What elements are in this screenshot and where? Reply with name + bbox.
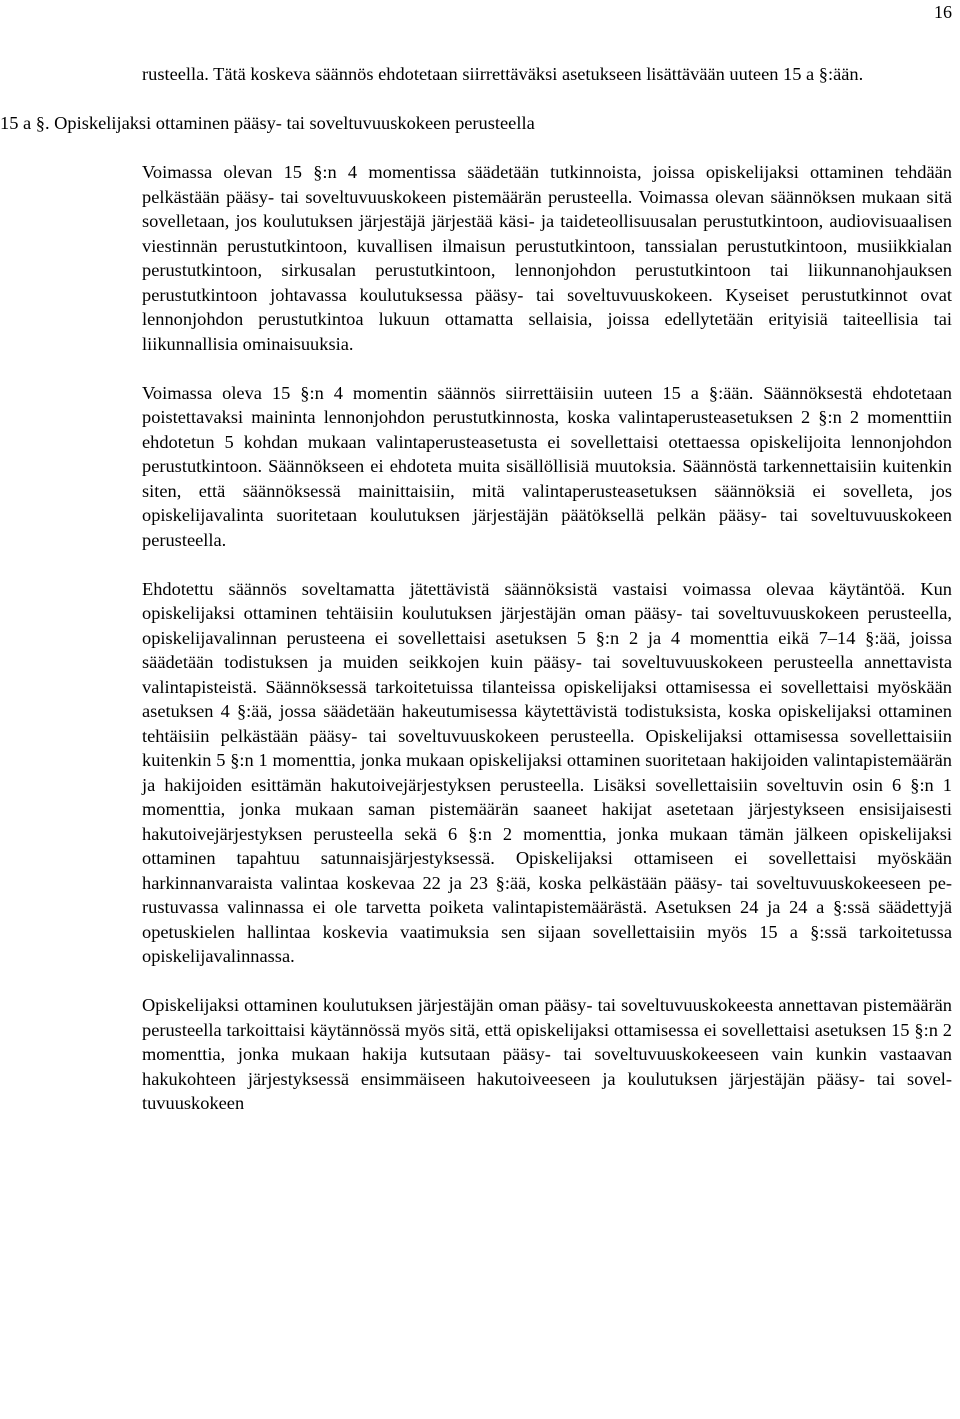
paragraph-1: Voimassa olevan 15 §:n 4 momentissa säädetään tutkinnoista, joissa opiskelijaksi ottaminen tehdään pelkästään pääsy- tai soveltuvuuskokeen pistemäärän perusteella. Voimassa olevan säännöksen mukaan sitä sovelletaan, jos koulutuksen järjestäjä järjestää käsi- ja taideteollisuusalan perustutkintoon, audiovisuaalisen viestinnän perustutkintoon, kuvallisen ilmaisun perustutkintoon, tanssialan perustutkintoon, musiikkialan perustutkintoon, sirkusalan perustutkintoon, lennonjohdon perustutkintoon tai liikunnanohjauksen perustutkintoon johtavassa koulutuksessa pääsy- tai soveltuvuuskokeen. Kyseiset perustutkinnot ovat lennonjohdon perustutkintoa lukuun ottamatta sellaisia, joissa edellytetään erityisiä taiteellisia tai liikunnallisia ominaisuuksia. — [142, 162, 952, 354]
paragraph-4: Opiskelijaksi ottaminen koulutuksen järjestäjän oman pääsy- tai soveltuvuuskokeesta annettavan pistemäärän perusteella tarkoittaisi käytännössä myös sitä, että opiskelijaksi ottamisessa ei sovellettaisi asetuksen 15 §:n 2 momenttia, jonka mukaan hakija kutsutaan pääsy- tai soveltuvuuskokeeseen vain kunkin vastaavan hakukohteen järjestyksessä ensimmäiseen hakutoiveeseen ja koulutuksen järjestäjän pääsy- tai soveltuvuuskokeen — [142, 995, 952, 1113]
document-body — [0, 62, 952, 1116]
paragraph-2: Voimassa oleva 15 §:n 4 momentin säännös siirrettäisiin uuteen 15 a §:ään. Säännöksestä ehdotetaan poistettavaksi maininta lennonjohdon perustutkinnosta, koska valintaperusteasetuksen 2 §:n 2 momenttiin ehdotetun 5 kohdan mukaan valintaperusteasetusta ei sovellettaisi otettaessa opiskelijoita lennonjohdon perustutkintoon. Säännökseen ei ehdoteta muita sisällöllisiä muutoksia. Säännöstä tarkennettaisiin kuitenkin siten, että säännöksessä mainittaisiin, mitä valintaperusteasetuksen säännöksiä ei sovelleta, jos opiskelijavalinta suoritetaan koulutuksen järjestäjän päätöksellä pelkän pääsy- tai soveltuvuuskokeen perusteella. — [142, 382, 952, 550]
paragraph-3: Ehdotettu säännös soveltamatta jätettävistä säännöksistä vastaisi voimassa olevaa käytäntöä. Kun opiskelijaksi ottaminen tehtäisiin koulutuksen järjestäjän oman pääsy- tai soveltuvuuskokeen perusteella, opiskelijavalinnan perusteena ei sovellettaisi asetuksen 5 §:n 2 ja 4 momenttia eikä 7–14 §:ää, joissa säädetään todistuksen ja muiden seikkojen kuin pääsy- tai soveltuvuuskokeen perusteella annettavista valintapisteistä. Säännöksessä tarkoitetuissa tilanteissa opiskelijaksi ottamisessa ei sovellettaisi myöskään asetuksen 4 §:ää, jossa säädetään hakeutumisessa käytettävistä todistuksista, koska opiskelijaksi ottaminen tehtäisiin pelkästään pääsy- tai soveltuvuuskokeen perusteella. Opiskelijaksi ottamisessa sovellettaisiin kuitenkin 5 §:n 1 momenttia, jonka mukaan opiskelijaksi ottaminen suoritetaan hakijoiden valintapistemäärän ja hakijoiden esittämän hakutoivejärjestyksen perusteella. Lisäksi sovellettaisiin soveltuvin osin 6 §:n 1 momenttia, jonka mukaan saman pistemäärän saaneet hakijat asetetaan järjestykseen ensisijaisesti hakutoivejärjestyksen perusteella sekä 6 §:n 2 momenttia, jonka mukaan tämän jälkeen opiskelijaksi ottaminen tapahtuu satunnaisjärjestyksessä. Opiskelijaksi ottamiseen ei sovellettaisi myöskään harkinnanvaraista valintaa koskevaa 22 ja 23 §:ää, koska pelkästään pääsy- tai soveltuvuuskokeeseen perustuvassa valinnassa ei ole tarvetta poiketa valintapistemäärästä. Asetuksen 24 ja 24 a §:ssä säädettyjä opetuskielen hallintaa koskevia vaatimuksia sen sijaan sovellettaisiin myös 15 a §:ssä tarkoitetussa opiskelijavalinnassa. — [142, 578, 952, 966]
page-number: 16 — [934, 2, 952, 22]
intro-paragraph: rusteella. Tätä koskeva säännös ehdotetaan siirrettäväksi asetukseen lisättävään uuteen 15 a §:ään. — [142, 64, 864, 84]
section-heading: 15 a §. Opiskelijaksi ottaminen pääsy- tai soveltuvuuskokeen perusteella — [0, 113, 535, 133]
